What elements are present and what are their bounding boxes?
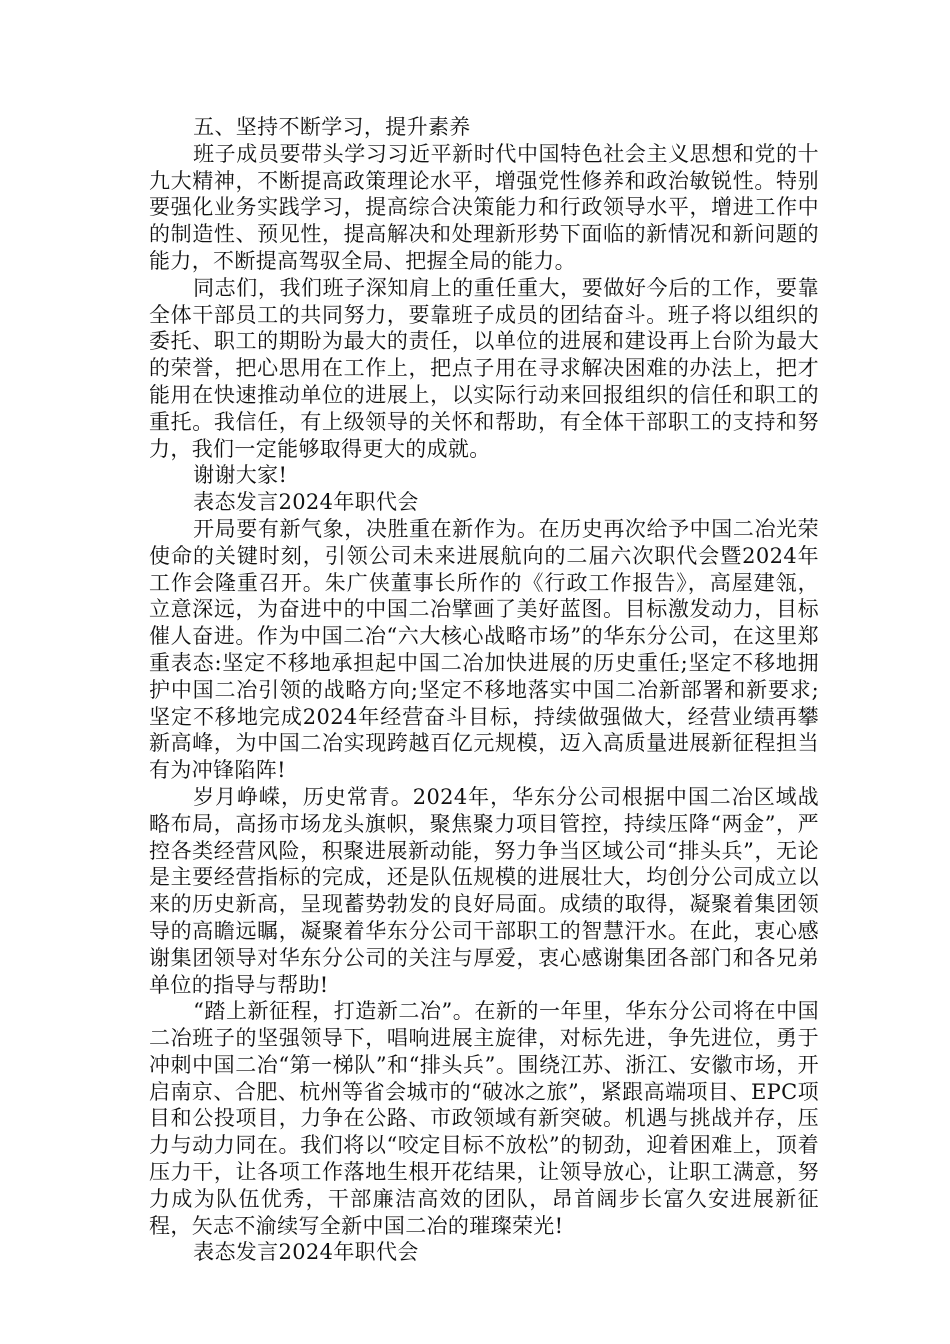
paragraph-new-start: 开局要有新气象，决胜重在新作为。在历史再次给予中国二冶光荣使命的关键时刻，引领公司未来进展航向的二届六次职代会暨2024年工作会隆重召开。朱广侠董事长所作的《行政工作报告》，高屋建瓴，立意深远，为奋进中的中国二冶擘画了美好蓝图。目标激发动力，目标催人奋进。作为中国二冶“六大核心战略市场”的华东分公司，在这里郑重表态:坚定不移地承担起中国二冶加快进展的历史重任;坚定不移地拥护中国二冶引领的战略方向;坚定不移地落实中国二冶新部署和新要求;坚定不移地完成2024年经营奋斗目标，持续做强做大，经营业绩再攀新高峰，为中国二冶实现跨越百亿元规模，迈入高质量进展新征程担当有为冲锋陷阵! (149, 516, 819, 783)
speech-title-2: 表态发言2024年职代会 (193, 1240, 419, 1265)
speech-title-1: 表态发言2024年职代会 (193, 490, 419, 515)
section-heading-study: 五、坚持不断学习，提升素养 (193, 115, 471, 139)
paragraph-achievements: 岁月峥嵘，历史常青。2024年，华东分公司根据中国二冶区域战略布局，高扬市场龙头旗帜，聚焦聚力项目管控，持续压降“两金”，严控各类经营风险，积聚进展新动能，努力争当区域公司“排头兵”，无论是主要经营指标的完成，还是队伍规模的进展壮大，均创分公司成立以来的历史新高，呈现蓄势勃发的良好局面。成绩的取得，凝聚着集团领导的高瞻远瞩，凝聚着华东分公司干部职工的智慧汗水。在此，衷心感谢集团领导对华东分公司的关注与厚爱，衷心感谢集团各部门和各兄弟单位的指导与帮助! (149, 784, 819, 997)
document-page (149, 114, 819, 1266)
paragraph-thanks: 谢谢大家! (193, 463, 288, 488)
paragraph-study: 班子成员要带头学习习近平新时代中国特色社会主义思想和党的十九大精神，不断提高政策理论水平，增强党性修养和政治敏锐性。特别要强化业务实践学习，提高综合决策能力和行政领导水平，增进工作中的制造性、预见性，提高解决和处理新形势下面临的新情况和新问题的能力，不断提高驾驭全局、把握全局的能力。 (149, 141, 819, 273)
paragraph-new-journey: “踏上新征程，打造新二冶”。在新的一年里，华东分公司将在中国二冶班子的坚强领导下，唱响进展主旋律，对标先进，争先进位，勇于冲刺中国二冶“第一梯队”和“排头兵”。围绕江苏、浙江、安徽市场，开启南京、合肥、杭州等省会城市的“破冰之旅”，紧跟高端项目、EPC项目和公投项目，力争在公路、市政领域有新突破。机遇与挑战并存，压力与动力同在。我们将以“咬定目标不放松”的韧劲，迎着困难上，顶着压力干，让各项工作落地生根开花结果，让领导放心，让职工满意，努力成为队伍优秀，干部廉洁高效的团队，昂首阔步长富久安进展新征程，矢志不渝续写全新中国二冶的璀璨荣光! (149, 999, 819, 1238)
paragraph-comrades: 同志们，我们班子深知肩上的重任重大，要做好今后的工作，要靠全体干部员工的共同努力，要靠班子成员的团结奋斗。班子将以组织的委托、职工的期盼为最大的责任，以单位的进展和建设再上台阶为最大的荣誉，把心思用在工作上，把点子用在寻求解决困难的办法上，把才能用在快速推动单位的进展上，以实际行动来回报组织的信任和职工的重托。我信任，有上级领导的关怀和帮助，有全体干部职工的支持和努力，我们一定能够取得更大的成就。 (149, 275, 819, 461)
